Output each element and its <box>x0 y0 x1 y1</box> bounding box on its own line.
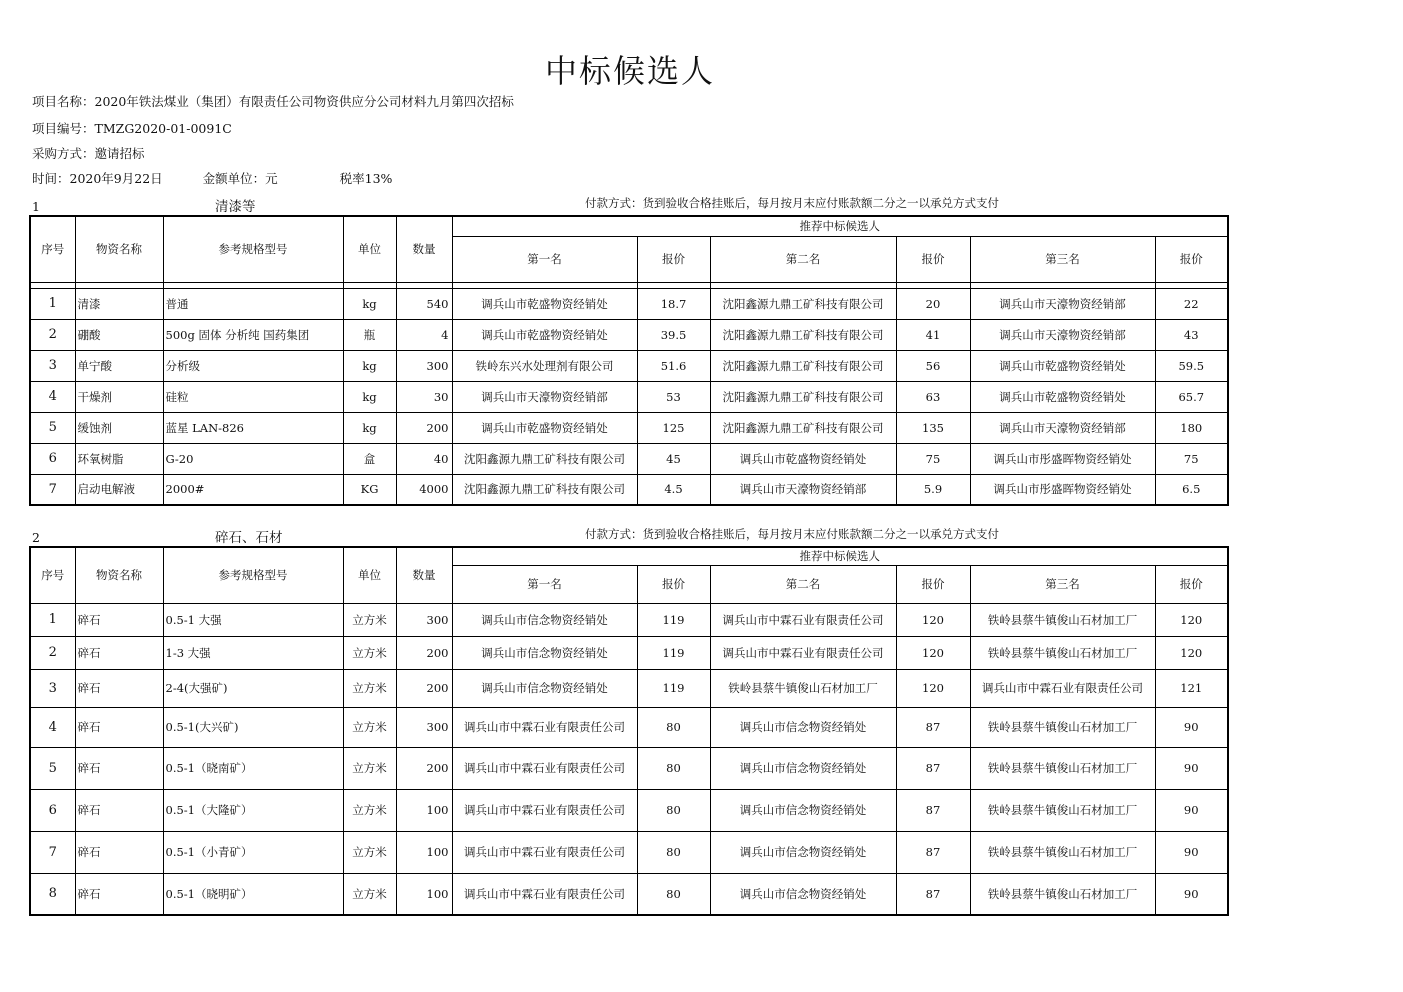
second-price-cell: 87 <box>896 789 970 831</box>
second-candidate-cell: 调兵山市乾盛物资经销处 <box>710 443 896 474</box>
seq-cell: 6 <box>30 789 75 831</box>
first-candidate-cell: 调兵山市信念物资经销处 <box>452 636 637 669</box>
col-price-2: 报价 <box>896 236 970 282</box>
section-number: 2 <box>32 530 40 545</box>
qty-cell: 4 <box>396 319 452 350</box>
third-price-cell: 59.5 <box>1155 350 1228 381</box>
table-row <box>30 831 1228 873</box>
first-price-cell: 119 <box>637 669 710 707</box>
col-unit: 单位 <box>343 216 396 282</box>
spec-cell: 0.5-1（大隆矿） <box>163 789 343 831</box>
time-info: 时间：2020年9月22日 <box>32 171 163 186</box>
first-price-cell: 125 <box>637 412 710 443</box>
col-spec: 参考规格型号 <box>163 216 343 282</box>
second-price-cell: 75 <box>896 443 970 474</box>
third-price-cell: 90 <box>1155 873 1228 915</box>
unit-cell: 立方米 <box>343 707 396 747</box>
third-candidate-cell: 铁岭县蔡牛镇俊山石材加工厂 <box>970 831 1155 873</box>
col-qty: 数量 <box>396 216 452 282</box>
third-candidate-cell: 调兵山市彤盛晖物资经销处 <box>970 474 1155 505</box>
seq-cell: 5 <box>30 747 75 789</box>
spec-cell: 蓝星 LAN-826 <box>163 412 343 443</box>
name-cell: 硼酸 <box>75 319 163 350</box>
first-price-cell: 80 <box>637 789 710 831</box>
qty-cell: 200 <box>396 412 452 443</box>
seq-cell: 7 <box>30 474 75 505</box>
qty-cell: 100 <box>396 789 452 831</box>
seq-cell: 4 <box>30 707 75 747</box>
col-third: 第三名 <box>970 236 1155 282</box>
unit-cell: 盒 <box>343 443 396 474</box>
table-row <box>30 350 1228 381</box>
section-number: 1 <box>32 199 40 214</box>
section-1-header <box>30 195 1230 213</box>
name-cell: 环氧树脂 <box>75 443 163 474</box>
name-cell: 干燥剂 <box>75 381 163 412</box>
qty-cell: 200 <box>396 669 452 707</box>
name-cell: 碎石 <box>75 636 163 669</box>
third-price-cell: 90 <box>1155 707 1228 747</box>
third-candidate-cell: 铁岭县蔡牛镇俊山石材加工厂 <box>970 747 1155 789</box>
candidates-table-1 <box>29 215 1229 506</box>
first-candidate-cell: 调兵山市中霖石业有限责任公司 <box>452 873 637 915</box>
second-candidate-cell: 调兵山市信念物资经销处 <box>710 789 896 831</box>
seq-cell: 6 <box>30 443 75 474</box>
project-name: 项目名称：2020年铁法煤业（集团）有限责任公司物资供应分公司材料九月第四次招标 <box>32 94 514 109</box>
third-price-cell: 180 <box>1155 412 1228 443</box>
second-price-cell: 87 <box>896 707 970 747</box>
first-candidate-cell: 调兵山市中霖石业有限责任公司 <box>452 747 637 789</box>
first-candidate-cell: 沈阳鑫源九鼎工矿科技有限公司 <box>452 443 637 474</box>
third-candidate-cell: 调兵山市天濠物资经销部 <box>970 319 1155 350</box>
table-row <box>30 288 1228 319</box>
first-price-cell: 53 <box>637 381 710 412</box>
third-candidate-cell: 铁岭县蔡牛镇俊山石材加工厂 <box>970 707 1155 747</box>
first-candidate-cell: 调兵山市中霖石业有限责任公司 <box>452 789 637 831</box>
first-price-cell: 4.5 <box>637 474 710 505</box>
name-cell: 碎石 <box>75 669 163 707</box>
third-candidate-cell: 铁岭县蔡牛镇俊山石材加工厂 <box>970 873 1155 915</box>
third-candidate-cell: 铁岭县蔡牛镇俊山石材加工厂 <box>970 603 1155 636</box>
first-candidate-cell: 铁岭东兴水处理剂有限公司 <box>452 350 637 381</box>
spec-cell: 硅粒 <box>163 381 343 412</box>
first-price-cell: 51.6 <box>637 350 710 381</box>
page-title: 中标候选人 <box>544 52 715 90</box>
third-price-cell: 120 <box>1155 603 1228 636</box>
second-candidate-cell: 调兵山市信念物资经销处 <box>710 707 896 747</box>
table-header-row <box>30 547 1228 565</box>
qty-cell: 300 <box>396 707 452 747</box>
col-second: 第二名 <box>710 565 896 603</box>
table-row <box>30 603 1228 636</box>
table-header-row <box>30 216 1228 236</box>
third-price-cell: 22 <box>1155 288 1228 319</box>
qty-cell: 100 <box>396 873 452 915</box>
second-candidate-cell: 调兵山市中霖石业有限责任公司 <box>710 636 896 669</box>
seq-cell: 8 <box>30 873 75 915</box>
table-row <box>30 789 1228 831</box>
second-price-cell: 63 <box>896 381 970 412</box>
seq-cell: 4 <box>30 381 75 412</box>
name-cell: 启动电解液 <box>75 474 163 505</box>
second-candidate-cell: 调兵山市天濠物资经销部 <box>710 474 896 505</box>
col-price-1: 报价 <box>637 565 710 603</box>
second-candidate-cell: 调兵山市信念物资经销处 <box>710 747 896 789</box>
third-candidate-cell: 调兵山市彤盛晖物资经销处 <box>970 443 1155 474</box>
seq-cell: 2 <box>30 319 75 350</box>
col-recommend: 推荐中标候选人 <box>452 547 1228 565</box>
spec-cell: 1-3 大强 <box>163 636 343 669</box>
first-price-cell: 80 <box>637 747 710 789</box>
second-candidate-cell: 调兵山市信念物资经销处 <box>710 873 896 915</box>
qty-cell: 4000 <box>396 474 452 505</box>
first-price-cell: 45 <box>637 443 710 474</box>
third-candidate-cell: 调兵山市天濠物资经销部 <box>970 288 1155 319</box>
meta-line <box>32 169 392 187</box>
seq-cell: 2 <box>30 636 75 669</box>
col-price-2: 报价 <box>896 565 970 603</box>
table-row <box>30 669 1228 707</box>
col-price-3: 报价 <box>1155 565 1228 603</box>
name-cell: 碎石 <box>75 603 163 636</box>
second-candidate-cell: 沈阳鑫源九鼎工矿科技有限公司 <box>710 319 896 350</box>
qty-cell: 300 <box>396 603 452 636</box>
col-seq: 序号 <box>30 216 75 282</box>
unit-cell: 立方米 <box>343 831 396 873</box>
payment-terms: 付款方式：货到验收合格挂账后，每月按月末应付账款额二分之一以承兑方式支付 <box>585 527 999 541</box>
third-price-cell: 90 <box>1155 747 1228 789</box>
col-seq: 序号 <box>30 547 75 603</box>
second-price-cell: 87 <box>896 747 970 789</box>
unit-cell: 瓶 <box>343 319 396 350</box>
spec-cell: 0.5-1（晓明矿） <box>163 873 343 915</box>
first-candidate-cell: 调兵山市乾盛物资经销处 <box>452 319 637 350</box>
third-candidate-cell: 调兵山市中霖石业有限责任公司 <box>970 669 1155 707</box>
unit-cell: kg <box>343 381 396 412</box>
third-price-cell: 65.7 <box>1155 381 1228 412</box>
second-price-cell: 120 <box>896 603 970 636</box>
table-row <box>30 707 1228 747</box>
second-price-cell: 5.9 <box>896 474 970 505</box>
qty-cell: 30 <box>396 381 452 412</box>
col-first: 第一名 <box>452 565 637 603</box>
unit-cell: 立方米 <box>343 636 396 669</box>
col-price-3: 报价 <box>1155 236 1228 282</box>
second-price-cell: 120 <box>896 636 970 669</box>
table-row <box>30 319 1228 350</box>
third-candidate-cell: 铁岭县蔡牛镇俊山石材加工厂 <box>970 636 1155 669</box>
first-candidate-cell: 调兵山市天濠物资经销部 <box>452 381 637 412</box>
third-price-cell: 120 <box>1155 636 1228 669</box>
col-price-1: 报价 <box>637 236 710 282</box>
table-row <box>30 474 1228 505</box>
spec-cell: 0.5-1（小青矿） <box>163 831 343 873</box>
first-price-cell: 39.5 <box>637 319 710 350</box>
first-candidate-cell: 调兵山市乾盛物资经销处 <box>452 288 637 319</box>
first-candidate-cell: 调兵山市信念物资经销处 <box>452 669 637 707</box>
spec-cell: 分析级 <box>163 350 343 381</box>
spec-cell: 0.5-1（晓南矿） <box>163 747 343 789</box>
unit-cell: 立方米 <box>343 873 396 915</box>
second-candidate-cell: 沈阳鑫源九鼎工矿科技有限公司 <box>710 381 896 412</box>
section-2-header <box>30 526 1230 544</box>
qty-cell: 540 <box>396 288 452 319</box>
first-candidate-cell: 调兵山市乾盛物资经销处 <box>452 412 637 443</box>
second-price-cell: 41 <box>896 319 970 350</box>
seq-cell: 1 <box>30 603 75 636</box>
name-cell: 碎石 <box>75 831 163 873</box>
second-price-cell: 120 <box>896 669 970 707</box>
unit-cell: 立方米 <box>343 747 396 789</box>
third-candidate-cell: 调兵山市乾盛物资经销处 <box>970 350 1155 381</box>
project-number: 项目编号：TMZG2020-01-0091C <box>32 121 232 136</box>
spec-cell: 普通 <box>163 288 343 319</box>
seq-cell: 7 <box>30 831 75 873</box>
second-price-cell: 87 <box>896 831 970 873</box>
third-price-cell: 121 <box>1155 669 1228 707</box>
seq-cell: 3 <box>30 669 75 707</box>
col-recommend: 推荐中标候选人 <box>452 216 1228 236</box>
col-second: 第二名 <box>710 236 896 282</box>
qty-cell: 40 <box>396 443 452 474</box>
unit-cell: kg <box>343 350 396 381</box>
second-candidate-cell: 调兵山市中霖石业有限责任公司 <box>710 603 896 636</box>
spec-cell: 2-4(大强矿) <box>163 669 343 707</box>
unit-cell: kg <box>343 288 396 319</box>
third-price-cell: 43 <box>1155 319 1228 350</box>
candidates-table-2 <box>29 546 1229 916</box>
third-price-cell: 75 <box>1155 443 1228 474</box>
table-row <box>30 747 1228 789</box>
col-unit: 单位 <box>343 547 396 603</box>
third-candidate-cell: 铁岭县蔡牛镇俊山石材加工厂 <box>970 789 1155 831</box>
third-price-cell: 6.5 <box>1155 474 1228 505</box>
first-price-cell: 119 <box>637 603 710 636</box>
unit-cell: kg <box>343 412 396 443</box>
spec-cell: 500g 固体 分析纯 国药集团 <box>163 319 343 350</box>
third-price-cell: 90 <box>1155 831 1228 873</box>
second-candidate-cell: 沈阳鑫源九鼎工矿科技有限公司 <box>710 412 896 443</box>
name-cell: 碎石 <box>75 873 163 915</box>
seq-cell: 5 <box>30 412 75 443</box>
spec-cell: G-20 <box>163 443 343 474</box>
first-price-cell: 18.7 <box>637 288 710 319</box>
first-candidate-cell: 沈阳鑫源九鼎工矿科技有限公司 <box>452 474 637 505</box>
name-cell: 清漆 <box>75 288 163 319</box>
col-first: 第一名 <box>452 236 637 282</box>
second-candidate-cell: 铁岭县蔡牛镇俊山石材加工厂 <box>710 669 896 707</box>
spec-cell: 2000# <box>163 474 343 505</box>
spec-cell: 0.5-1 大强 <box>163 603 343 636</box>
first-price-cell: 80 <box>637 873 710 915</box>
third-candidate-cell: 调兵山市天濠物资经销部 <box>970 412 1155 443</box>
unit-cell: 立方米 <box>343 789 396 831</box>
col-third: 第三名 <box>970 565 1155 603</box>
col-name: 物资名称 <box>75 216 163 282</box>
second-candidate-cell: 沈阳鑫源九鼎工矿科技有限公司 <box>710 288 896 319</box>
section-category: 碎石、石材 <box>215 530 283 546</box>
third-candidate-cell: 调兵山市乾盛物资经销处 <box>970 381 1155 412</box>
first-price-cell: 80 <box>637 831 710 873</box>
name-cell: 碎石 <box>75 789 163 831</box>
spec-cell: 0.5-1(大兴矿) <box>163 707 343 747</box>
purchase-method: 采购方式：邀请招标 <box>32 146 145 161</box>
payment-terms: 付款方式：货到验收合格挂账后，每月按月末应付账款额二分之一以承兑方式支付 <box>585 196 999 210</box>
seq-cell: 1 <box>30 288 75 319</box>
unit-cell: 立方米 <box>343 669 396 707</box>
table-row <box>30 873 1228 915</box>
second-price-cell: 20 <box>896 288 970 319</box>
first-candidate-cell: 调兵山市信念物资经销处 <box>452 603 637 636</box>
qty-cell: 300 <box>396 350 452 381</box>
name-cell: 缓蚀剂 <box>75 412 163 443</box>
name-cell: 碎石 <box>75 747 163 789</box>
first-candidate-cell: 调兵山市中霖石业有限责任公司 <box>452 831 637 873</box>
third-price-cell: 90 <box>1155 789 1228 831</box>
second-price-cell: 87 <box>896 873 970 915</box>
col-name: 物资名称 <box>75 547 163 603</box>
second-price-cell: 135 <box>896 412 970 443</box>
seq-cell: 3 <box>30 350 75 381</box>
unit-cell: 立方米 <box>343 603 396 636</box>
col-spec: 参考规格型号 <box>163 547 343 603</box>
qty-cell: 200 <box>396 636 452 669</box>
second-candidate-cell: 沈阳鑫源九鼎工矿科技有限公司 <box>710 350 896 381</box>
first-price-cell: 80 <box>637 707 710 747</box>
table-row <box>30 412 1228 443</box>
section-category: 清漆等 <box>215 199 256 215</box>
col-qty: 数量 <box>396 547 452 603</box>
table-row <box>30 381 1228 412</box>
first-candidate-cell: 调兵山市中霖石业有限责任公司 <box>452 707 637 747</box>
second-candidate-cell: 调兵山市信念物资经销处 <box>710 831 896 873</box>
first-price-cell: 119 <box>637 636 710 669</box>
tax-rate: 税率13% <box>339 171 393 186</box>
currency-unit: 金额单位：元 <box>202 171 278 186</box>
name-cell: 单宁酸 <box>75 350 163 381</box>
name-cell: 碎石 <box>75 707 163 747</box>
qty-cell: 100 <box>396 831 452 873</box>
qty-cell: 200 <box>396 747 452 789</box>
unit-cell: KG <box>343 474 396 505</box>
table-row <box>30 636 1228 669</box>
second-price-cell: 56 <box>896 350 970 381</box>
table-row <box>30 443 1228 474</box>
